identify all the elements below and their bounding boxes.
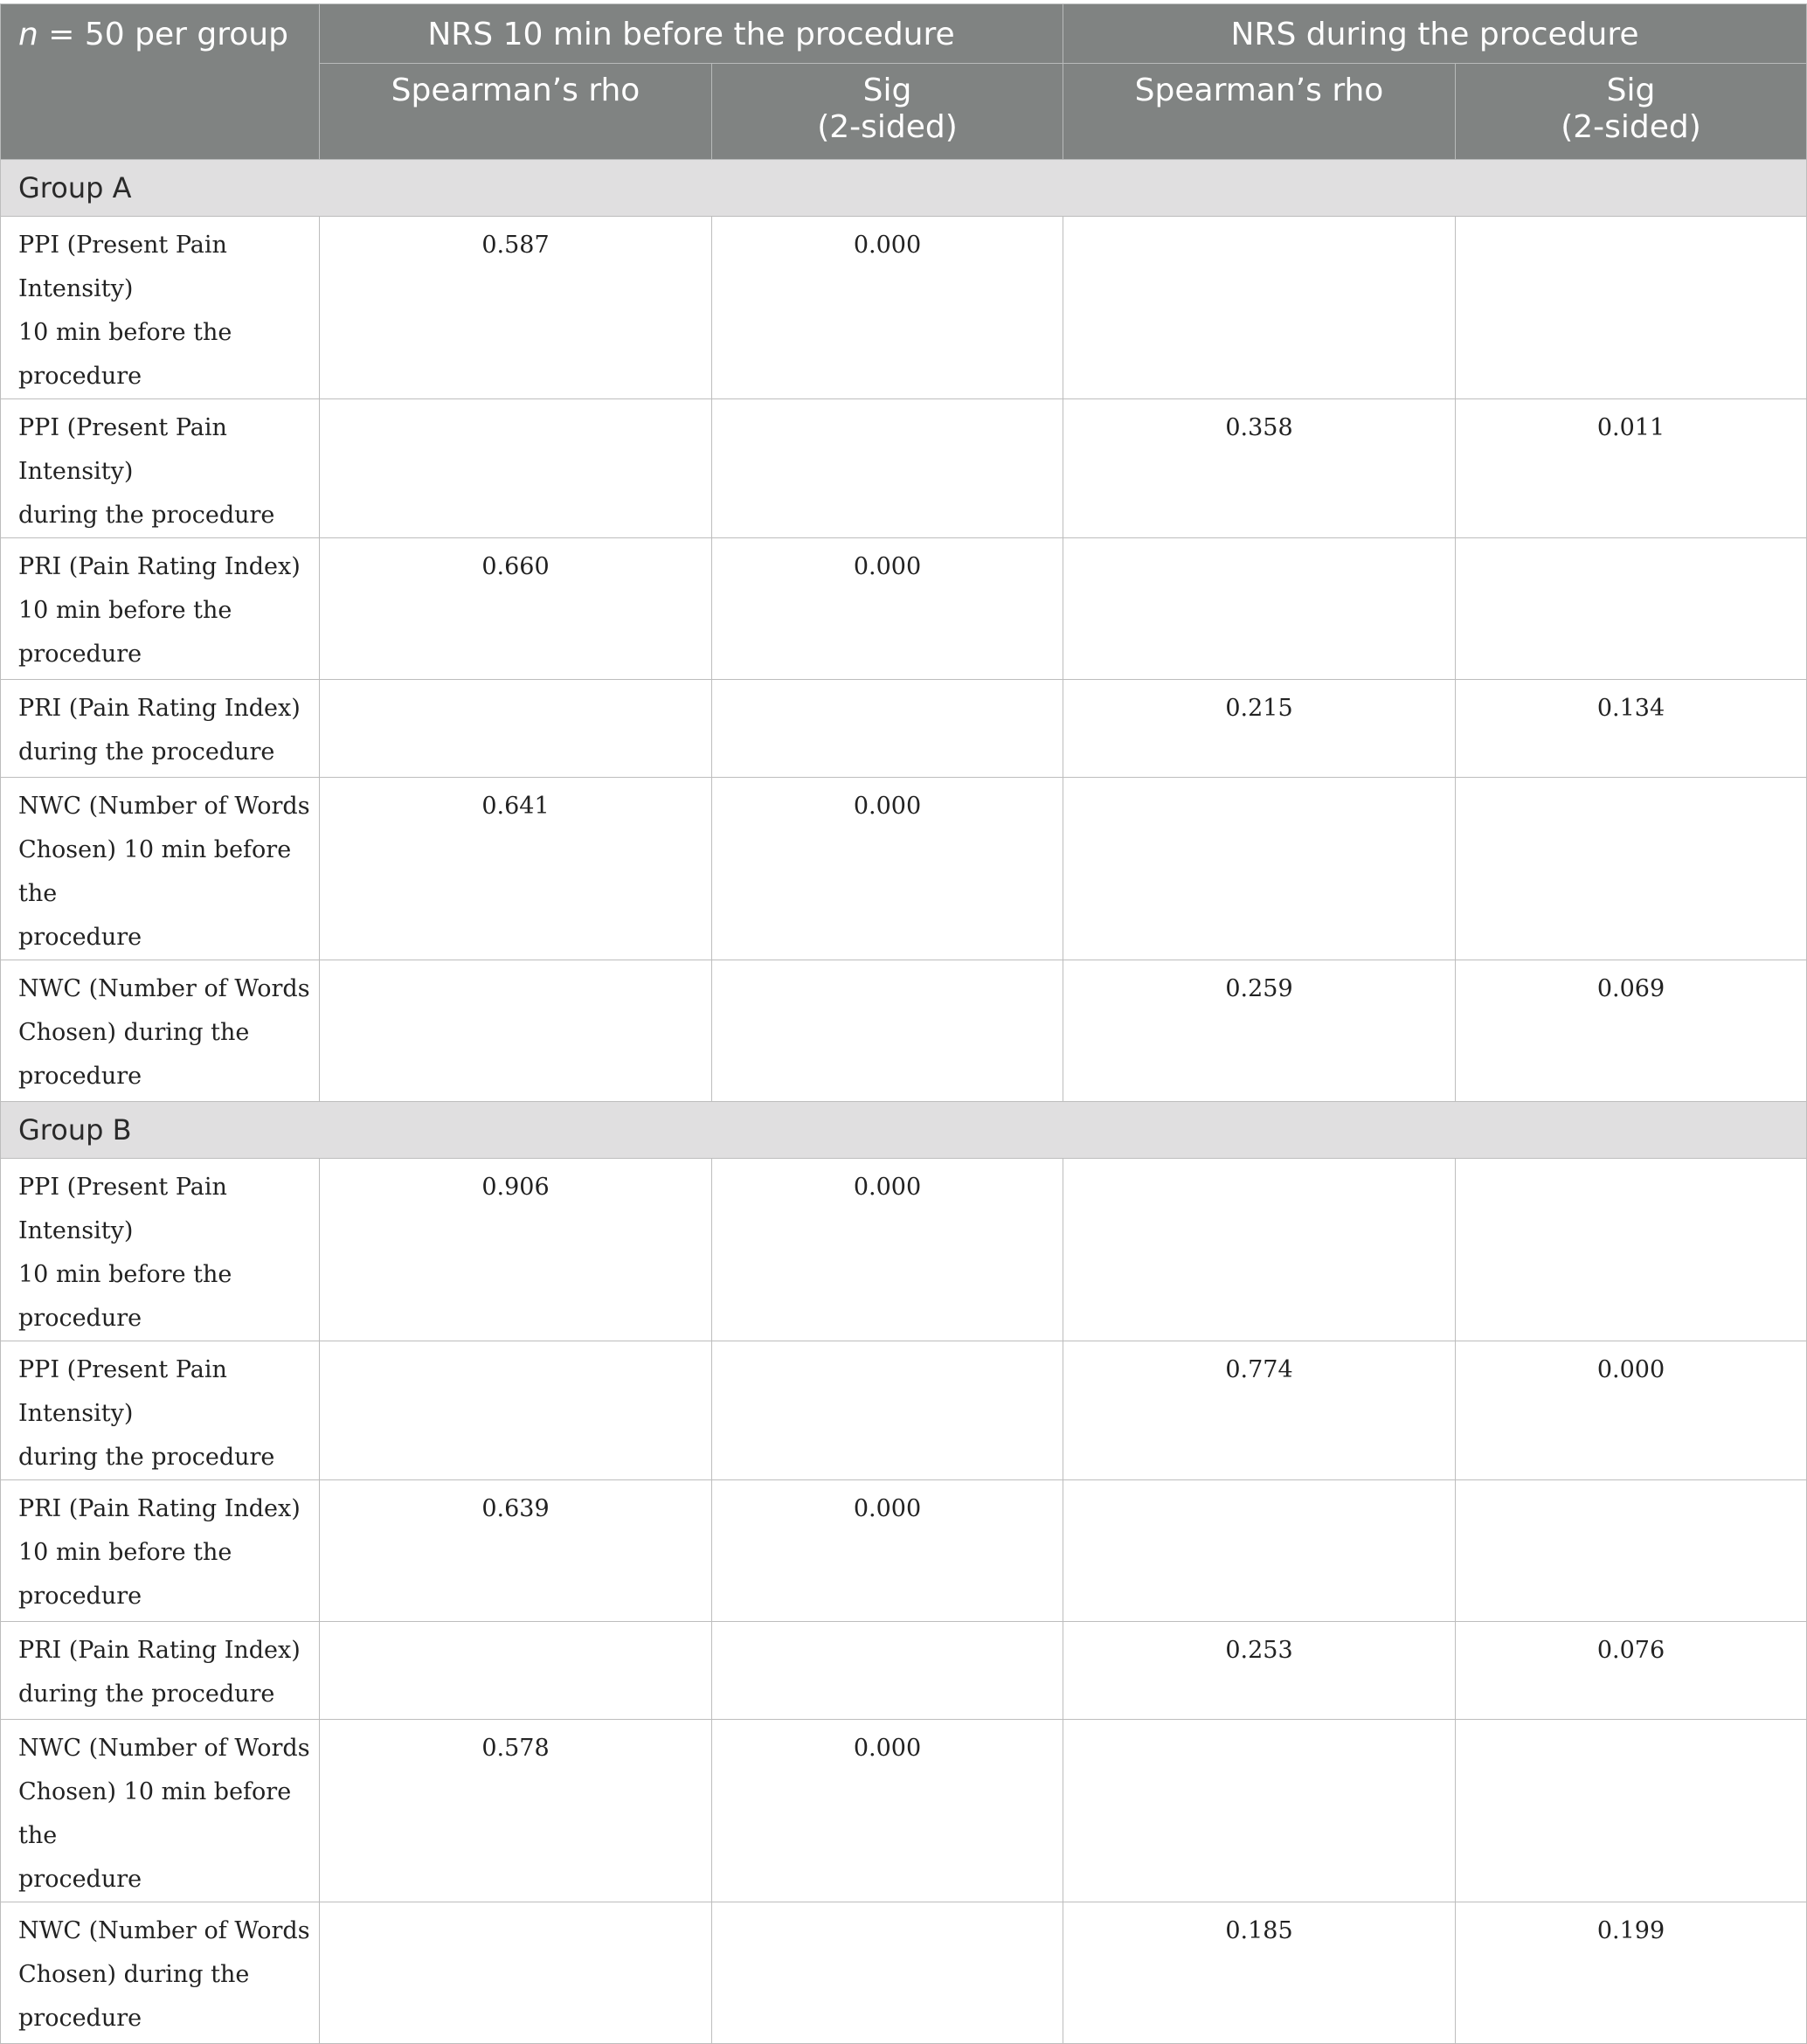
group-section-row [1,1102,1807,1159]
rho-during-cell: 0.253 [1063,1622,1456,1720]
sig-line2: (2-sided) [817,109,958,145]
table-row [1,960,1807,1102]
table-row [1,538,1807,680]
sig-line2: (2-sided) [1561,109,1701,145]
sig-during-cell: 0.011 [1456,399,1807,538]
row-label: PRI (Pain Rating Index) during the procedure [1,680,320,778]
rho-during-cell [1063,1720,1456,1902]
sig-before-cell: 0.000 [712,538,1063,680]
sig-during-cell [1456,1720,1807,1902]
row-label: NWC (Number of Words Chosen) during the procedure [1,960,320,1102]
sig-during-cell [1456,538,1807,680]
table-header [1,4,1807,160]
table-row [1,1902,1807,2044]
row-label: PPI (Present Pain Intensity) during the procedure [1,1341,320,1480]
sig-before-cell [712,960,1063,1102]
row-label: PRI (Pain Rating Index) 10 min before the procedure [1,1480,320,1622]
subheader-rho-during: Spearman’s rho [1063,64,1456,160]
rho-during-cell: 0.185 [1063,1902,1456,2044]
table-row [1,217,1807,399]
sig-during-cell [1456,1480,1807,1622]
rho-before-cell [320,680,712,778]
rho-before-cell: 0.660 [320,538,712,680]
subheader-rho-before: Spearman’s rho [320,64,712,160]
sig-during-cell: 0.069 [1456,960,1807,1102]
sig-during-cell: 0.000 [1456,1341,1807,1480]
row-label: PPI (Present Pain Intensity) during the procedure [1,399,320,538]
table-row [1,1622,1807,1720]
rho-during-cell: 0.774 [1063,1341,1456,1480]
sig-before-cell: 0.000 [712,217,1063,399]
rho-during-cell: 0.215 [1063,680,1456,778]
corner-text: = 50 per group [38,17,288,52]
rho-before-cell [320,1622,712,1720]
sig-before-cell [712,1902,1063,2044]
table-body [1,160,1807,2044]
corner-italic-n: n [18,17,38,52]
rho-before-cell [320,399,712,538]
correlation-table [0,3,1807,2044]
sig-during-cell [1456,778,1807,960]
rho-during-cell [1063,778,1456,960]
sig-during-cell: 0.076 [1456,1622,1807,1720]
row-label: PRI (Pain Rating Index) during the procedure [1,1622,320,1720]
sig-during-cell: 0.134 [1456,680,1807,778]
group-section-label: Group A [1,160,1807,217]
group-header-before: NRS 10 min before the procedure [320,4,1063,64]
group-header-during: NRS during the procedure [1063,4,1807,64]
rho-before-cell [320,960,712,1102]
rho-before-cell: 0.906 [320,1159,712,1341]
table-row [1,399,1807,538]
row-label: NWC (Number of Words Chosen) 10 min before the procedure [1,778,320,960]
subheader-sig-during [1456,64,1807,160]
sig-during-cell: 0.199 [1456,1902,1807,2044]
table-row [1,1159,1807,1341]
sig-before-cell [712,1622,1063,1720]
rho-before-cell [320,1341,712,1480]
sig-line1: Sig [862,73,912,108]
row-label: NWC (Number of Words Chosen) during the procedure [1,1902,320,2044]
correlation-table-container [0,3,1806,2044]
rho-before-cell [320,1902,712,2044]
table-row [1,1720,1807,1902]
sig-during-cell [1456,217,1807,399]
group-section-row [1,160,1807,217]
rho-during-cell [1063,538,1456,680]
rho-during-cell: 0.358 [1063,399,1456,538]
table-row [1,680,1807,778]
rho-before-cell: 0.641 [320,778,712,960]
table-row [1,778,1807,960]
rho-before-cell: 0.587 [320,217,712,399]
row-label: NWC (Number of Words Chosen) 10 min before the procedure [1,1720,320,1902]
header-row-groups [1,4,1807,64]
rho-during-cell [1063,1159,1456,1341]
rho-before-cell: 0.578 [320,1720,712,1902]
group-section-label: Group B [1,1102,1807,1159]
row-label: PPI (Present Pain Intensity) 10 min before the procedure [1,1159,320,1341]
rho-during-cell [1063,1480,1456,1622]
sig-before-cell [712,399,1063,538]
row-label: PPI (Present Pain Intensity) 10 min before the procedure [1,217,320,399]
table-row [1,1341,1807,1480]
sig-before-cell [712,1341,1063,1480]
sig-before-cell: 0.000 [712,1720,1063,1902]
sig-before-cell: 0.000 [712,1480,1063,1622]
rho-during-cell [1063,217,1456,399]
rho-during-cell: 0.259 [1063,960,1456,1102]
sig-before-cell [712,680,1063,778]
sig-before-cell: 0.000 [712,778,1063,960]
corner-cell [1,4,320,160]
rho-before-cell: 0.639 [320,1480,712,1622]
sig-during-cell [1456,1159,1807,1341]
subheader-sig-before [712,64,1063,160]
table-row [1,1480,1807,1622]
sig-line1: Sig [1606,73,1656,108]
sig-before-cell: 0.000 [712,1159,1063,1341]
row-label: PRI (Pain Rating Index) 10 min before the procedure [1,538,320,680]
